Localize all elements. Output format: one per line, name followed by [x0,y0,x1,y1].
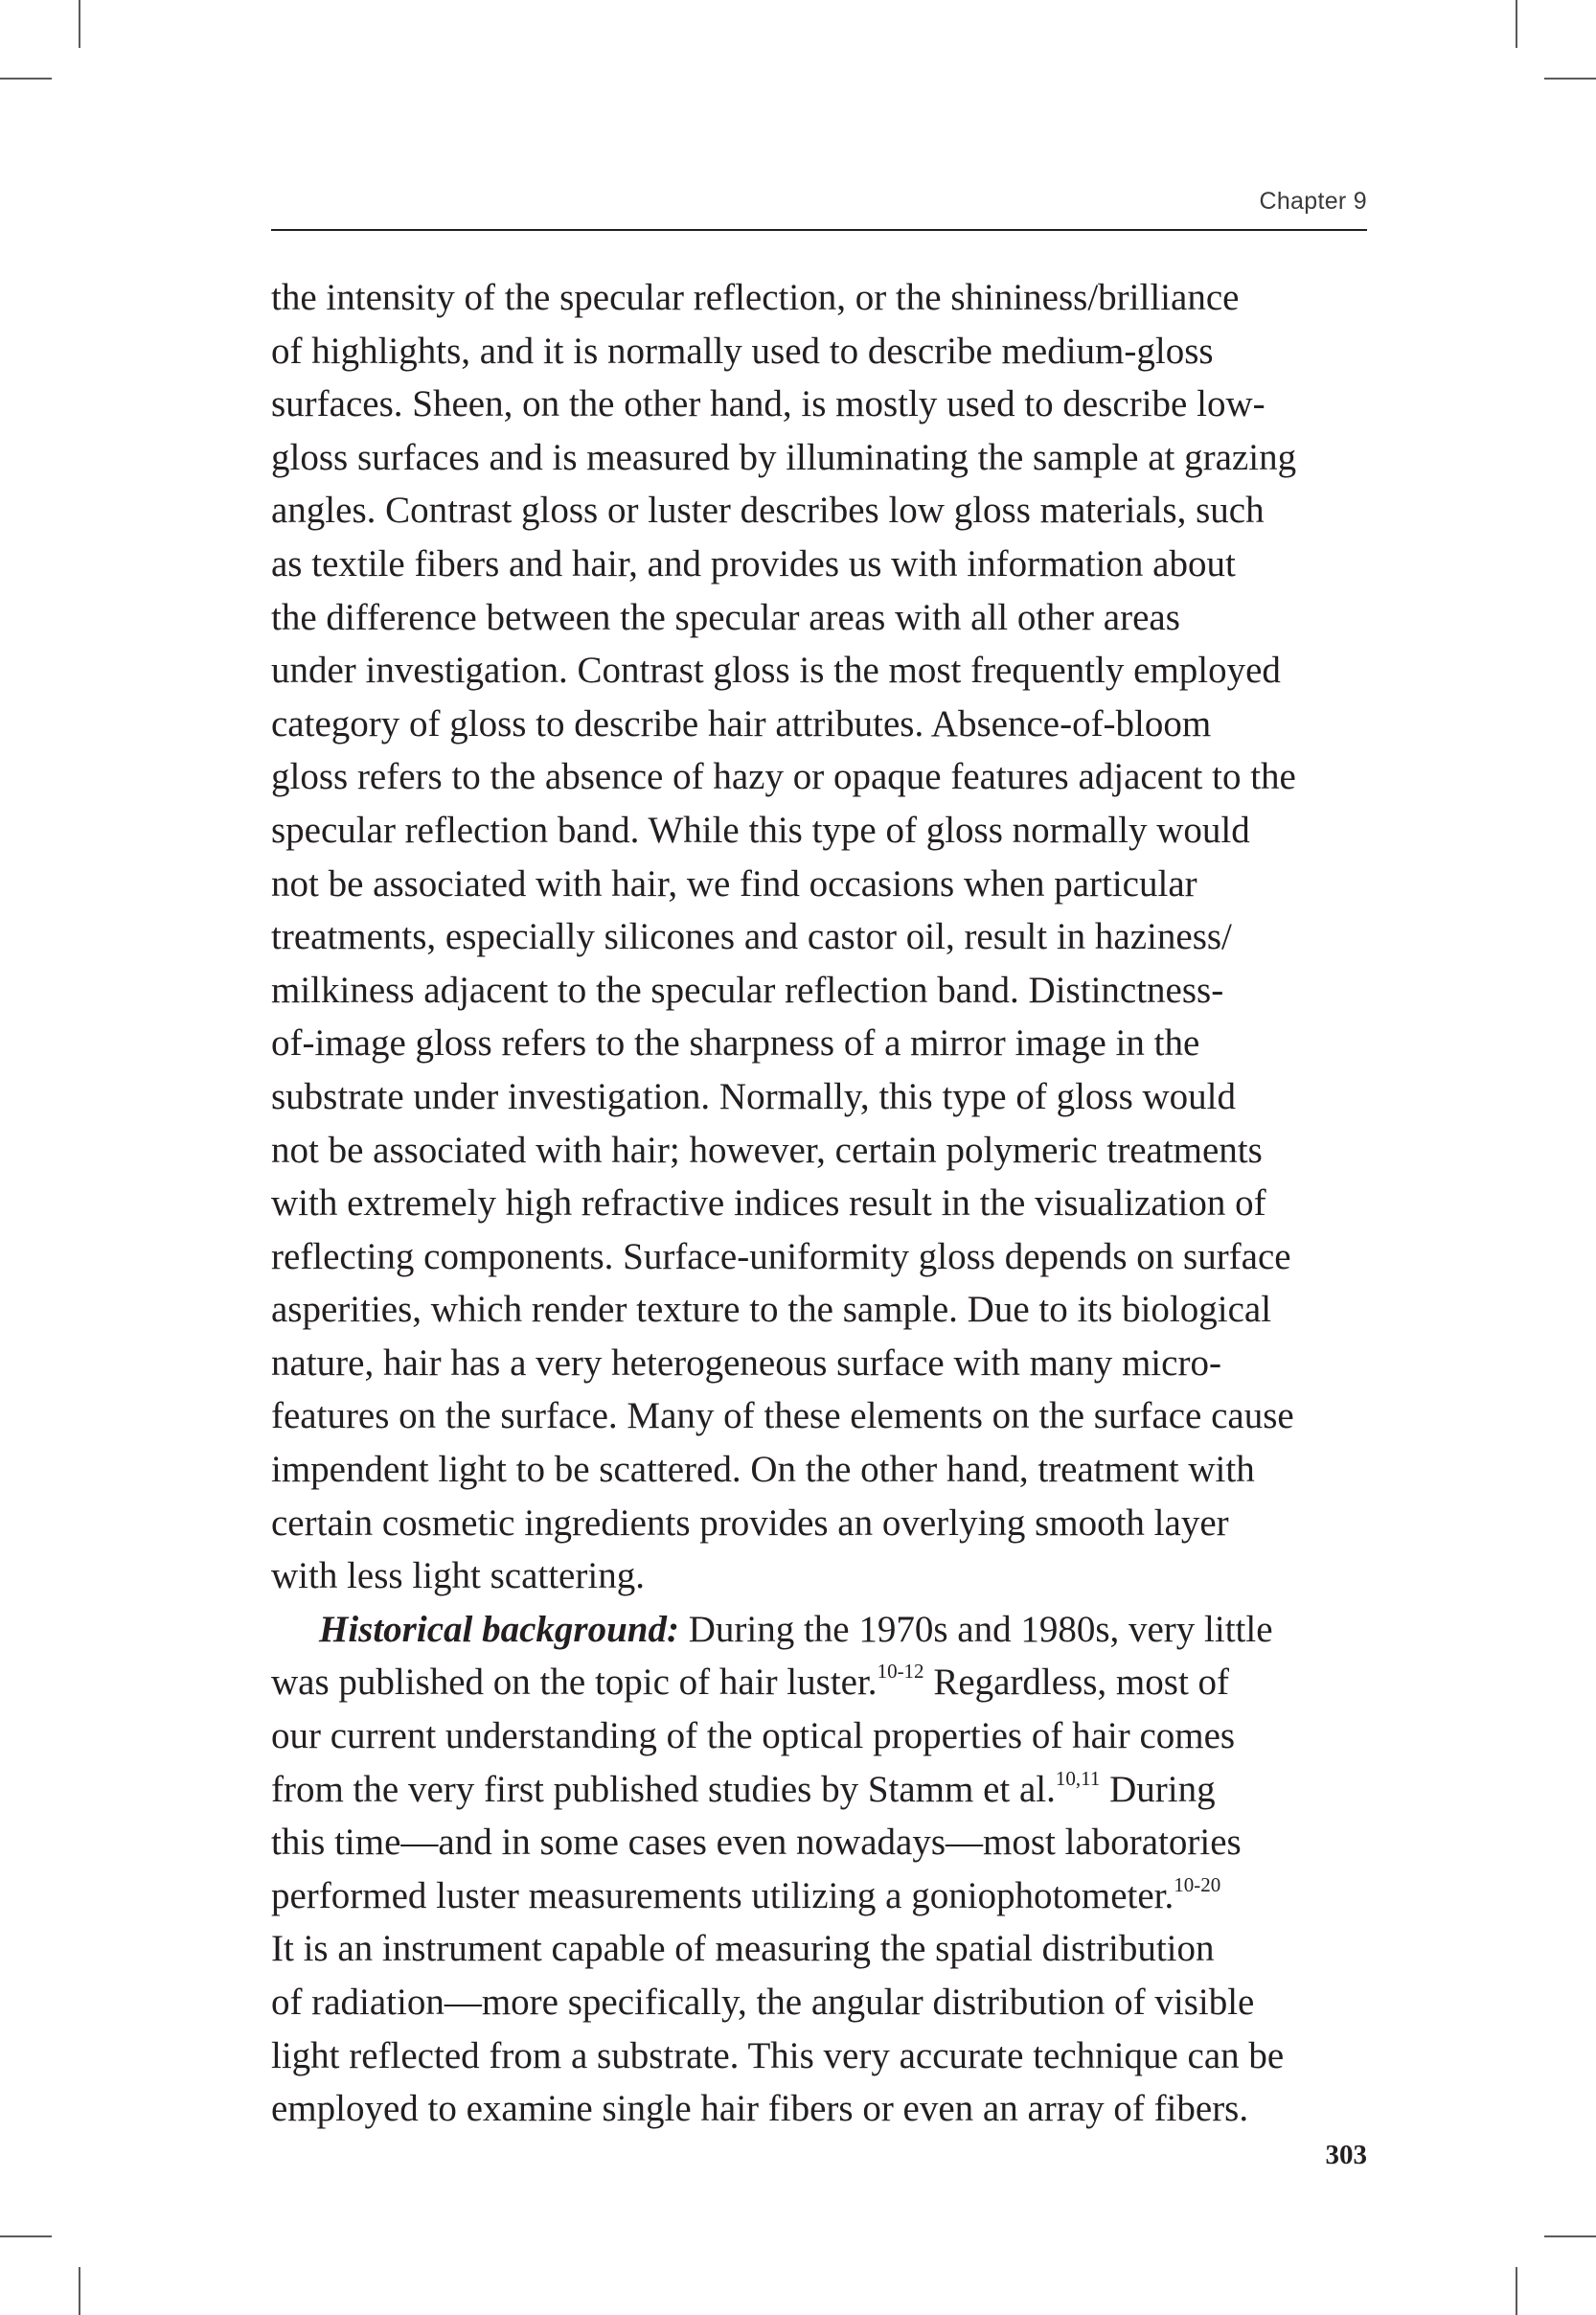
text-line: features on the surface. Many of these elements on the surface cause [271,1395,1294,1437]
reference-superscript: 10-20 [1174,1872,1221,1896]
text-line: gloss surfaces and is measured by illuminating the sample at grazing [271,436,1297,478]
crop-mark [1544,2235,1596,2237]
text-line [271,1656,1382,1709]
text-line: specular reflection band. While this type of gloss normally would [271,809,1250,851]
text-line: category of gloss to describe hair attributes. Absence-of-bloom [271,702,1212,745]
text-line: reflecting components. Surface-uniformity gloss depends on surface [271,1235,1291,1277]
reference-superscript: 10,11 [1055,1766,1101,1790]
text-line: employed to examine single hair fibers or even an array of fibers. [271,2088,1249,2130]
text-fragment: During the 1970s and 1980s, very little [678,1608,1273,1650]
crop-mark [0,78,52,80]
text-fragment: performed luster measurements utilizing a goniophotometer. [271,1874,1174,1916]
text-line: with extremely high refractive indices result in the visualization of [271,1182,1266,1225]
body-text [271,271,1382,2136]
text-line: angles. Contrast gloss or luster describes low gloss materials, such [271,490,1265,532]
text-line: of-image gloss refers to the sharpness of a mirror image in the [271,1022,1200,1065]
text-line: treatments, especially silicones and castor oil, result in haziness/ [271,916,1232,958]
text-line: not be associated with hair; however, certain polymeric treatments [271,1129,1263,1171]
text-line [271,1869,1382,1923]
text-line: with less light scattering. [271,1555,645,1597]
crop-mark [1516,0,1517,48]
reference-superscript: 10-12 [877,1660,924,1684]
text-line: the intensity of the specular reflection, or the shininess/brilliance [271,277,1240,318]
crop-mark [79,2267,80,2315]
text-line: this time—and in some cases even nowadays—most laboratories [271,1822,1242,1864]
text-line [271,1603,1382,1657]
crop-mark [1544,78,1596,80]
run-in-heading: Historical background: [319,1608,679,1650]
text-line: surfaces. Sheen, on the other hand, is mostly used to describe low- [271,383,1265,425]
text-line: milkiness adjacent to the specular reflection band. Distinctness- [271,969,1224,1011]
text-line: our current understanding of the optical properties of hair comes [271,1715,1236,1757]
text-line: gloss refers to the absence of hazy or opaque features adjacent to the [271,756,1296,798]
text-line: of radiation—more specifically, the angular distribution of visible [271,1982,1255,2023]
text-line: the difference between the specular areas with all other areas [271,596,1180,638]
text-line: certain cosmetic ingredients provides an overlying smooth layer [271,1501,1229,1544]
text-line: It is an instrument capable of measuring the spatial distribution [271,1928,1215,1970]
text-fragment: from the very first published studies by Stamm et al. [271,1768,1056,1810]
running-head: Chapter 9 [1259,188,1367,215]
header-rule [271,229,1367,231]
text-line: substrate under investigation. Normally, this type of gloss would [271,1075,1237,1117]
page-number: 303 [1325,2140,1367,2170]
crop-mark [1516,2267,1517,2315]
text-line: under investigation. Contrast gloss is the most frequently employed [271,650,1281,692]
text-line: asperities, which render texture to the sample. Due to its biological [271,1289,1272,1331]
crop-mark [79,0,80,48]
text-line: impendent light to be scattered. On the other hand, treatment with [271,1449,1255,1491]
text-line: of highlights, and it is normally used to describe medium-gloss [271,330,1214,372]
text-line: as textile fibers and hair, and provides us with information about [271,542,1236,584]
text-fragment: Regardless, most of [923,1662,1230,1704]
text-line: light reflected from a substrate. This very accurate technique can be [271,2034,1285,2076]
text-fragment: was published on the topic of hair luster. [271,1662,878,1704]
text-line: nature, hair has a very heterogeneous surface with many micro- [271,1341,1221,1384]
text-line: not be associated with hair, we find occasions when particular [271,862,1197,905]
crop-mark [0,2235,52,2237]
text-line [271,1763,1382,1817]
text-fragment: During [1100,1768,1216,1810]
